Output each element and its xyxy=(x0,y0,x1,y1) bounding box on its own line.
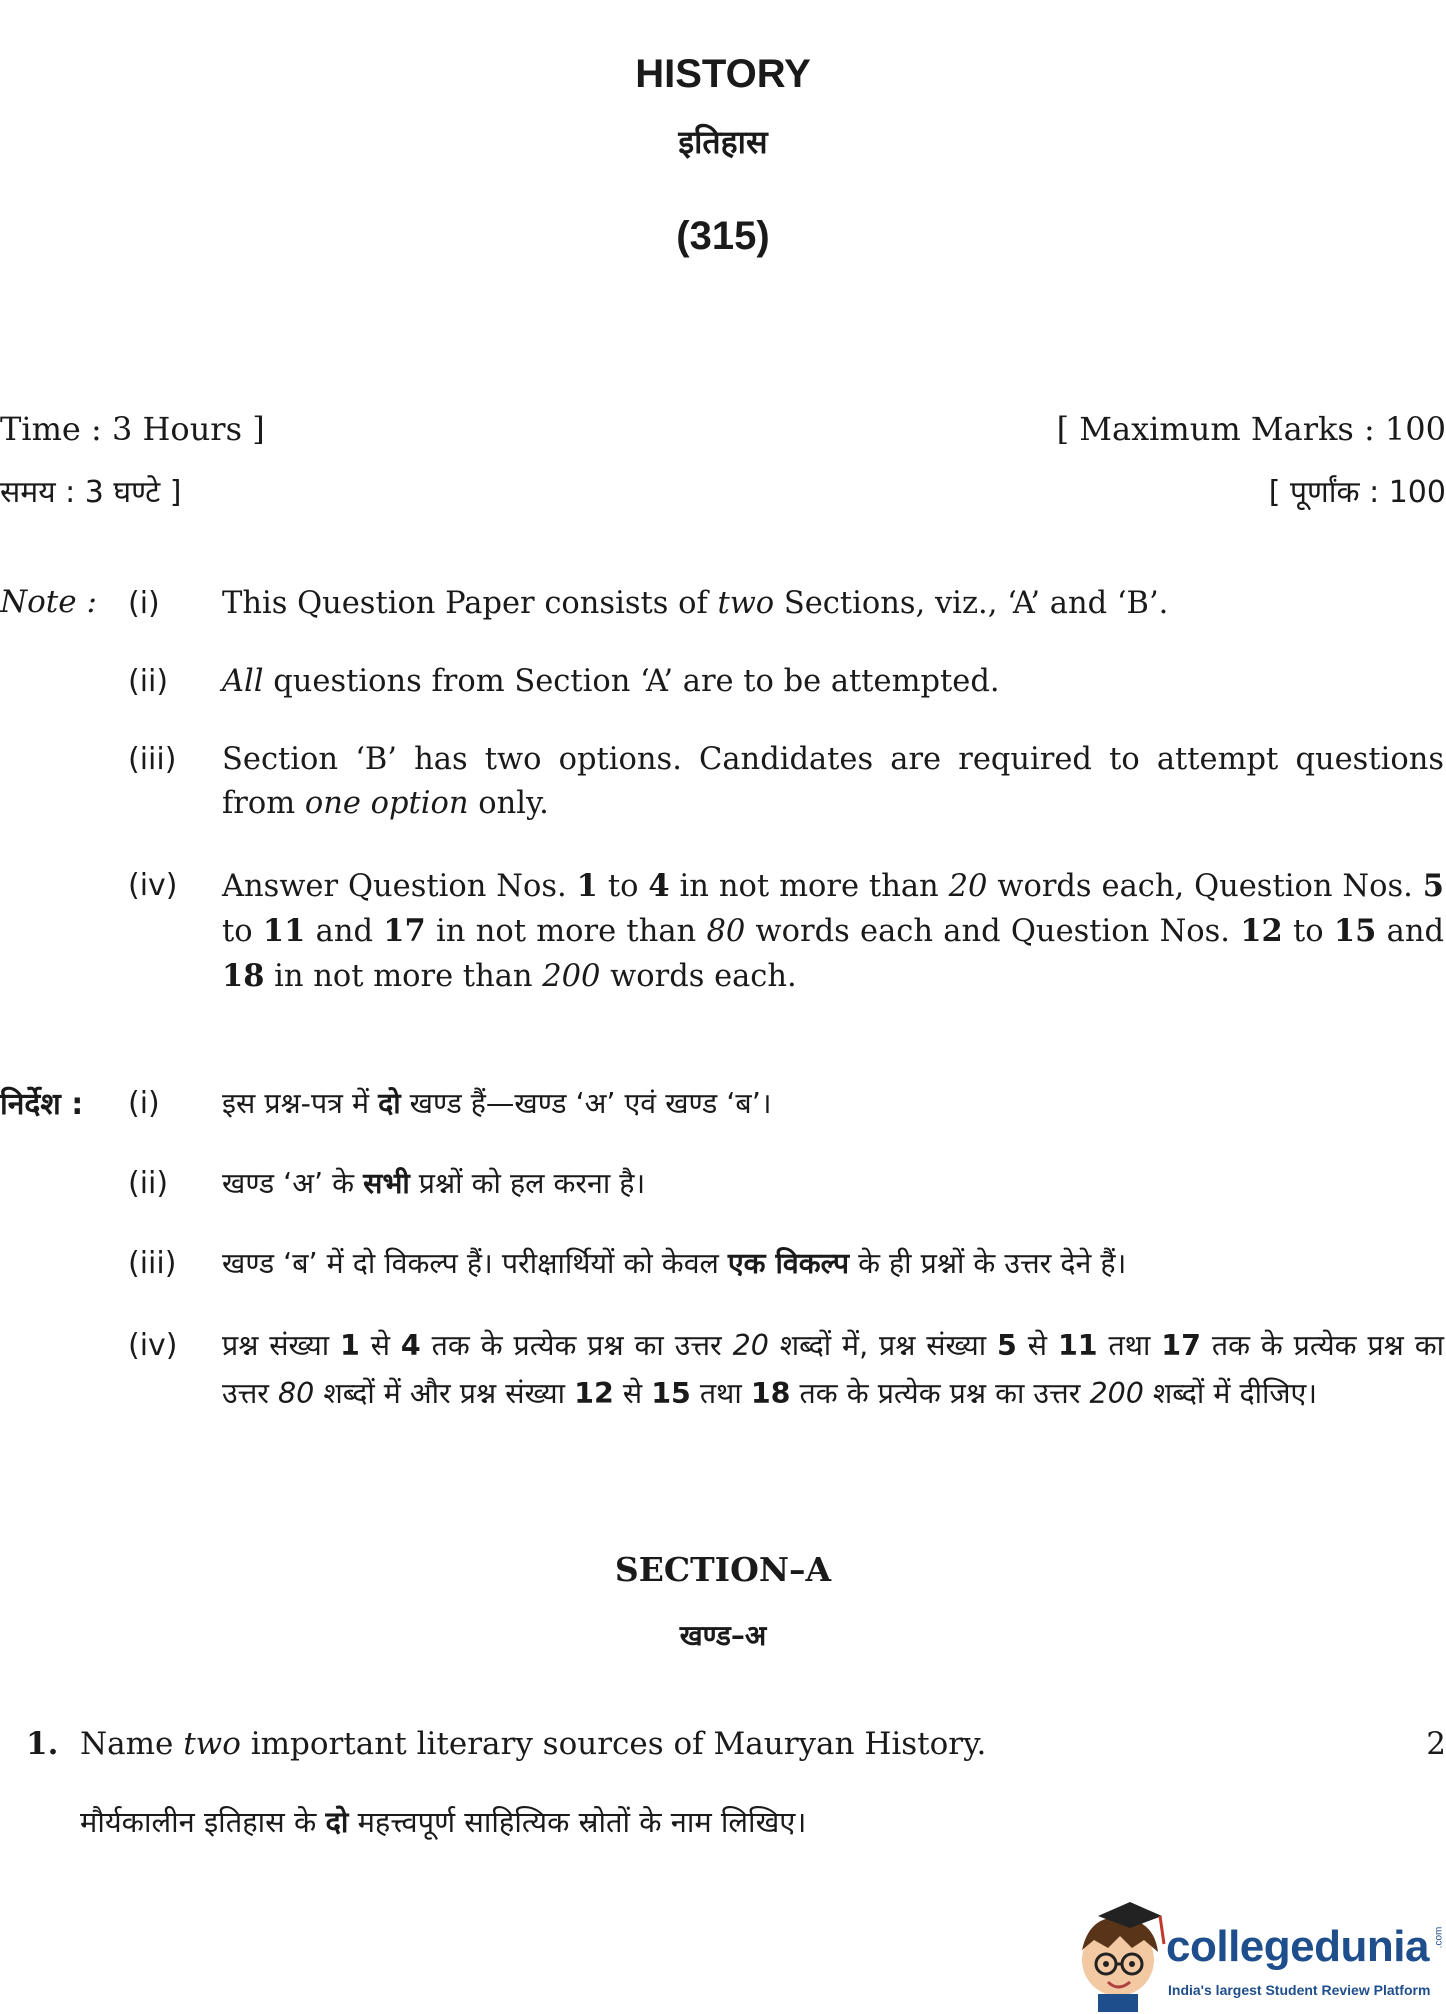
note-item-number: (ii) xyxy=(128,664,169,699)
question-1-text-hindi: मौर्यकालीन इतिहास के दो महत्त्वपूर्ण साहित्यिक स्रोतों के नाम लिखिए। xyxy=(80,1805,807,1839)
note-item-2: All questions from Section ‘A’ are to be attempted. xyxy=(222,664,1000,699)
nirdesh-item-number: (iii) xyxy=(128,1246,177,1281)
paper-title-hindi: इतिहास xyxy=(678,123,768,161)
brand-tld: .com xyxy=(1433,1926,1445,1949)
note-item-3: Section ‘B’ has two options. Candidates are required to attempt questions from one option only. xyxy=(222,742,1444,821)
question-number: 1. xyxy=(26,1726,59,1762)
note-item-1: This Question Paper consists of two Sections, viz., ‘A’ and ‘B’. xyxy=(222,586,1169,621)
nirdesh-item-1: इस प्रश्न-पत्र में दो खण्ड हैं—खण्ड ‘अ’ एवं खण्ड ‘ब’। xyxy=(222,1087,772,1120)
maximum-marks: [ Maximum Marks : 100 xyxy=(1056,410,1446,448)
collegedunia-logo xyxy=(1070,1900,1446,2014)
time-allowed: Time : 3 Hours ] xyxy=(0,410,265,448)
nirdesh-item-4: प्रश्न संख्या 1 से 4 तक के प्रत्येक प्रश्न का उत्तर 20 शब्दों में, प्रश्न संख्या 5 से 11 तथा 17 तक के प्रत्येक प्रश्न का उत्तर 80 शब्दों में और प्रश्न संख्या 12 से 15 तथा 18 तक के प्रत्येक प्रश्न का उत्तर 200 शब्दों में दीजिए। xyxy=(222,1329,1444,1410)
maximum-marks-hindi: [ पूर्णांक : 100 xyxy=(1268,475,1446,510)
section-title: SECTION–A xyxy=(614,1550,832,1589)
note-item-number: (iii) xyxy=(128,742,177,777)
section-title-hindi: खण्ड–अ xyxy=(679,1619,767,1652)
brand-tagline: India's largest Student Review Platform xyxy=(1168,1982,1431,1998)
note-item-number: (i) xyxy=(128,586,160,621)
nirdesh-item-number: (iv) xyxy=(128,1328,178,1363)
subject-code: (315) xyxy=(676,214,770,258)
paper-title: HISTORY xyxy=(635,52,811,96)
nirdesh-item-number: (i) xyxy=(128,1086,160,1121)
nirdesh-item-3: खण्ड ‘ब’ में दो विकल्प हैं। परीक्षार्थियों को केवल एक विकल्प के ही प्रश्नों के उत्तर देने हैं। xyxy=(222,1247,1127,1280)
nirdesh-item-2: खण्ड ‘अ’ के सभी प्रश्नों को हल करना है। xyxy=(222,1167,646,1200)
time-allowed-hindi: समय : 3 घण्टे ] xyxy=(0,475,182,510)
nirdesh-item-number: (ii) xyxy=(128,1166,169,1201)
note-item-4: Answer Question Nos. 1 to 4 in not more than 20 words each, Question Nos. 5 to 11 and 17 in not more than 80 words each and Question Nos. 12 to 15 and 18 in not more than 200 words each. xyxy=(222,868,1444,994)
note-label: Note : xyxy=(0,584,97,620)
nirdesh-label: निर्देश : xyxy=(0,1087,84,1122)
brand-name: collegedunia xyxy=(1166,1922,1429,1971)
note-item-number: (iv) xyxy=(128,868,178,903)
question-1-text: Name two important literary sources of Mauryan History. xyxy=(80,1726,987,1762)
mascot-icon xyxy=(1070,1900,1170,2012)
question-1-marks: 2 xyxy=(1426,1726,1446,1762)
